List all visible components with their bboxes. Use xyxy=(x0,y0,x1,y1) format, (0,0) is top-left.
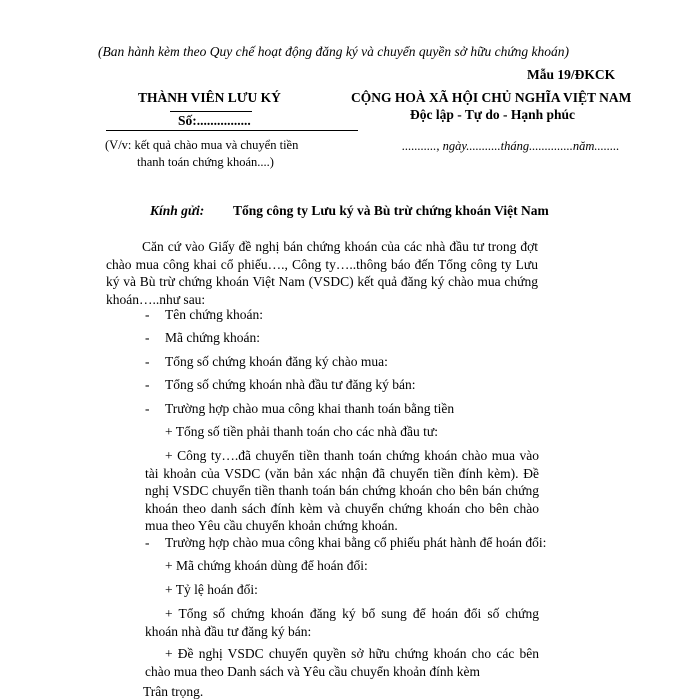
swap-request-paragraph: + Đề nghị VSDC chuyển quyền sở hữu chứng khoán cho các bên chào mua theo Danh sách và Yêu cầu chuyển khoản đính kèm xyxy=(145,646,539,679)
addressee-label: Kính gửi: xyxy=(150,203,205,218)
bullet-dash: - xyxy=(145,354,150,369)
addressee-name: Tổng công ty Lưu ký và Bù trừ chứng khoán Việt Nam xyxy=(233,203,549,218)
country-title: CỘNG HOÀ XÃ HỘI CHỦ NGHĨA VIỆT NAM xyxy=(351,90,632,105)
swap-total-paragraph: + Tổng số chứng khoán đăng ký bổ sung để hoán đổi số chứng khoán nhà đầu tư đăng ký bán: xyxy=(145,606,539,639)
intro-paragraph: Căn cứ vào Giấy đề nghị bán chứng khoán của các nhà đầu tư trong đợt chào mua công khai cổ phiếu…., Công ty…..thông báo đến Tổng công ty Lưu ký và Bù trừ chứng khoán Việt Nam (VSDC) kết quả đăng ký chào mua chứng khoán…..như sau: xyxy=(106,239,538,307)
bullet-dash: - xyxy=(145,401,150,416)
subject-line-1: (V/v: kết quả chào mua và chuyển tiền xyxy=(105,138,299,152)
date-line: ..........., ngày...........tháng..............năm........ xyxy=(402,139,620,153)
bullet-dash: - xyxy=(145,330,150,345)
swap-ratio: + Tỷ lệ hoán đổi: xyxy=(165,582,258,597)
document-number: Số:................ xyxy=(178,113,251,128)
item-total-offered: Tổng số chứng khoán đăng ký chào mua: xyxy=(165,354,388,369)
cash-total-payment: + Tổng số tiền phải thanh toán cho các nhà đầu tư: xyxy=(165,424,438,439)
member-underline xyxy=(170,111,252,112)
form-code: Mẫu 19/ĐKCK xyxy=(527,67,616,82)
swap-security-code: + Mã chứng khoán dùng để hoán đổi: xyxy=(165,558,368,573)
subject-line-2: thanh toán chứng khoán....) xyxy=(137,155,274,169)
item-swap-case: Trường hợp chào mua công khai bằng cổ phiếu phát hành để hoán đổi: xyxy=(165,535,547,550)
regulation-note: (Ban hành kèm theo Quy chế hoạt động đăng ký và chuyển quyền sở hữu chứng khoán) xyxy=(98,44,570,59)
motto: Độc lập - Tự do - Hạnh phúc xyxy=(410,107,576,122)
bullet-dash: - xyxy=(145,377,150,392)
number-underline xyxy=(106,130,358,131)
closing: Trân trọng. xyxy=(143,684,204,699)
item-cash-case: Trường hợp chào mua công khai thanh toán bằng tiền xyxy=(165,401,455,416)
item-security-name: Tên chứng khoán: xyxy=(165,307,264,322)
member-label: THÀNH VIÊN LƯU KÝ xyxy=(138,90,281,105)
bullet-dash: - xyxy=(145,535,150,550)
bullet-dash: - xyxy=(145,307,150,322)
cash-transfer-paragraph: + Công ty….đã chuyển tiền thanh toán chứng khoán chào mua vào tài khoản của VSDC (văn bản xác nhận đã chuyển tiền đính kèm). Đề nghị VSDC chuyển tiền thanh toán bán chứng khoán cho bên bán chứng khoán theo danh sách đính kèm và chuyển chứng khoán cho bên chào mua theo Yêu cầu chuyển khoản chứng khoán. xyxy=(145,448,539,533)
item-security-code: Mã chứng khoán: xyxy=(165,330,261,345)
item-total-sold: Tổng số chứng khoán nhà đầu tư đăng ký bán: xyxy=(165,377,416,392)
